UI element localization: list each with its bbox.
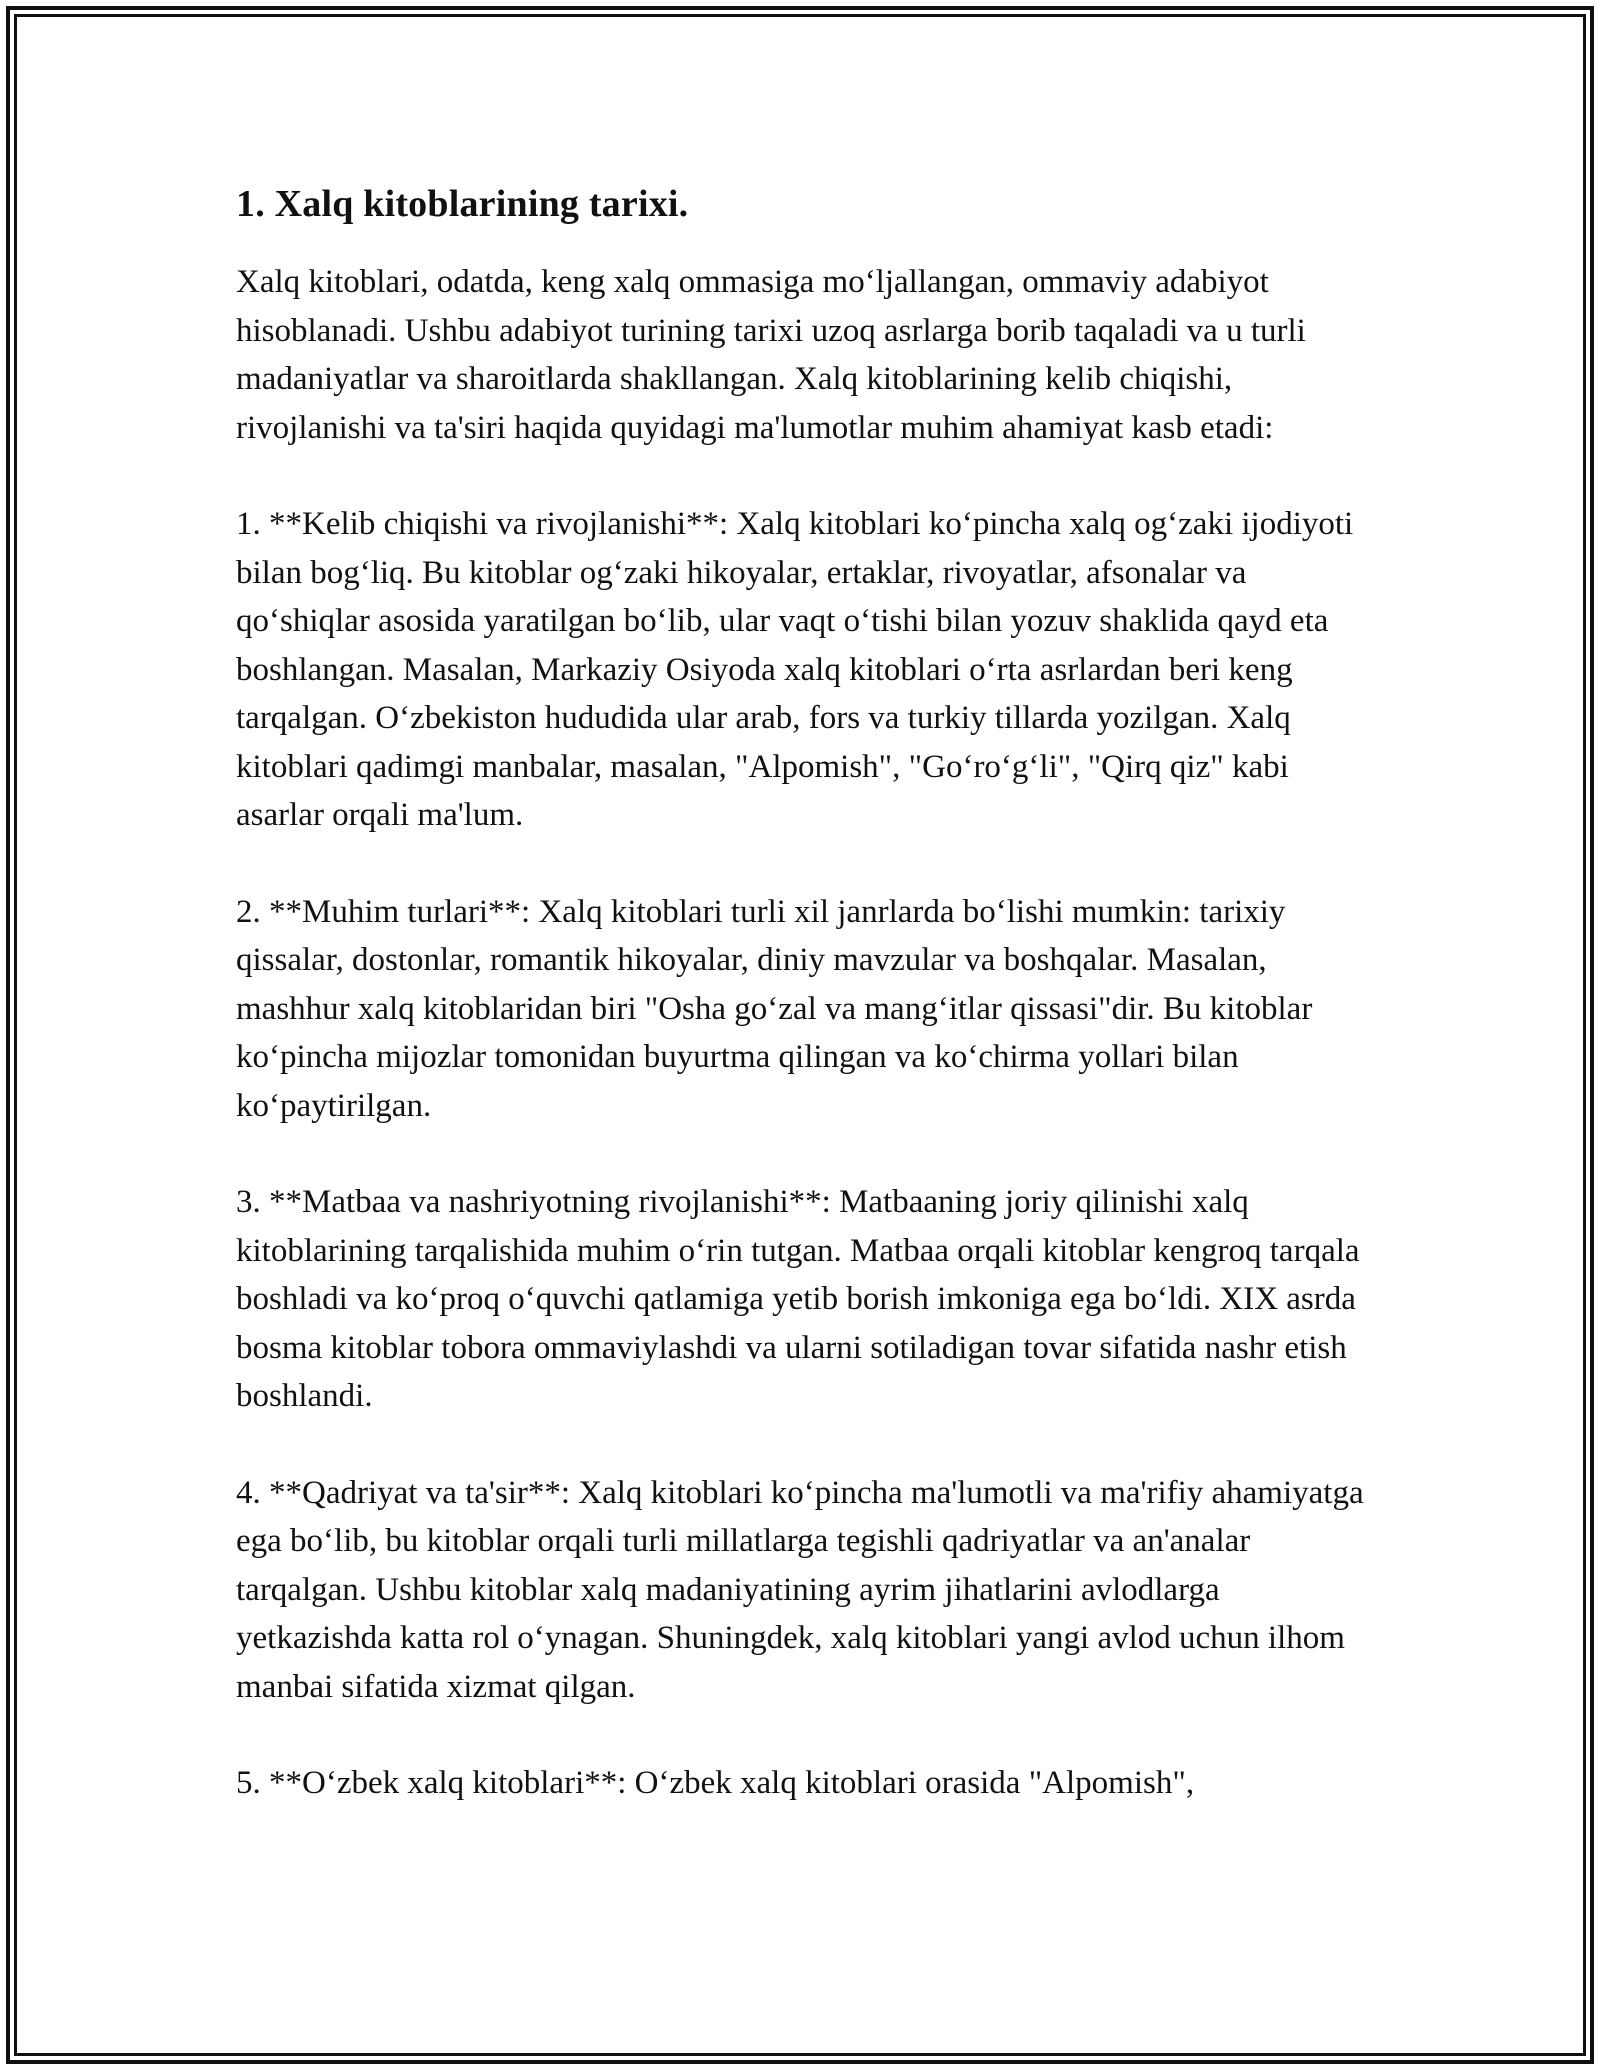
point-4-paragraph: 4. **Qadriyat va ta'sir**: Xalq kitoblari ko‘pincha ma'lumotli va ma'rifiy ahamiyatga ega bo‘lib, bu kitoblar orqali turli millatlarga tegishli qadriyatlar va an'analar tarqalgan. Ushbu kitoblar xalq madaniyatining ayrim jihatlarini avlodlarga yetkazishda katta rol o‘ynagan. Shuningdek, xalq kitoblari yangi avlod uchun ilhom manbai sifatida xizmat qilgan. [236, 1474, 1364, 1705]
document-body [236, 180, 1376, 1856]
intro-paragraph: Xalq kitoblari, odatda, keng xalq ommasiga mo‘ljallangan, ommaviy adabiyot hisoblanadi. Ushbu adabiyot turining tarixi uzoq asrlarga borib taqaladi va u turli madaniyatlar va sharoitlarda shakllangan. Xalq kitoblarining kelib chiqishi, rivojlanishi va ta'siri haqida quyidagi ma'lumotlar muhim ahamiyat kasb etadi: [236, 264, 1306, 446]
point-3-paragraph: 3. **Matbaa va nashriyotning rivojlanishi**: Matbaaning joriy qilinishi xalq kitoblarining tarqalishida muhim o‘rin tutgan. Matbaa orqali kitoblar kengroq tarqala boshladi va ko‘proq o‘quvchi qatlamiga yetib borish imkoniga ega bo‘ldi. XIX asrda bosma kitoblar tobora ommaviylashdi va ularni sotiladigan tovar sifatida nashr etish boshlandi. [236, 1184, 1360, 1414]
point-2-paragraph: 2. **Muhim turlari**: Xalq kitoblari turli xil janrlarda bo‘lishi mumkin: tarixiy qissalar, dostonlar, romantik hikoyalar, diniy mavzular va boshqalar. Masalan, mashhur xalq kitoblaridan biri "Osha go‘zal va mang‘itlar qissasi"dir. Bu kitoblar ko‘pincha mijozlar tomonidan buyurtma qilingan va ko‘chirma yollari bilan ko‘paytirilgan. [236, 893, 1313, 1124]
point-1-paragraph: 1. **Kelib chiqishi va rivojlanishi**: Xalq kitoblari ko‘pincha xalq og‘zaki ijodiyoti bilan bog‘liq. Bu kitoblar og‘zaki hikoyalar, ertaklar, rivoyatlar, afsonalar va qo‘shiqlar asosida yaratilgan bo‘lib, ular vaqt o‘tishi bilan yozuv shaklida qayd eta boshlangan. Masalan, Markaziy Osiyoda xalq kitoblari o‘rta asrlardan beri keng tarqalgan. O‘zbekiston hududida ular arab, fors va turkiy tillarda yozilgan. Xalq kitoblari qadimgi manbalar, masalan, "Alpomish", "Go‘ro‘g‘li", "Qirq qiz" kabi asarlar orqali ma'lum. [236, 506, 1354, 833]
point-5-paragraph: 5. **O‘zbek xalq kitoblari**: O‘zbek xalq kitoblari orasida "Alpomish", [236, 1765, 1195, 1801]
section-heading: 1. Xalq kitoblarining tarixi. [236, 183, 689, 225]
